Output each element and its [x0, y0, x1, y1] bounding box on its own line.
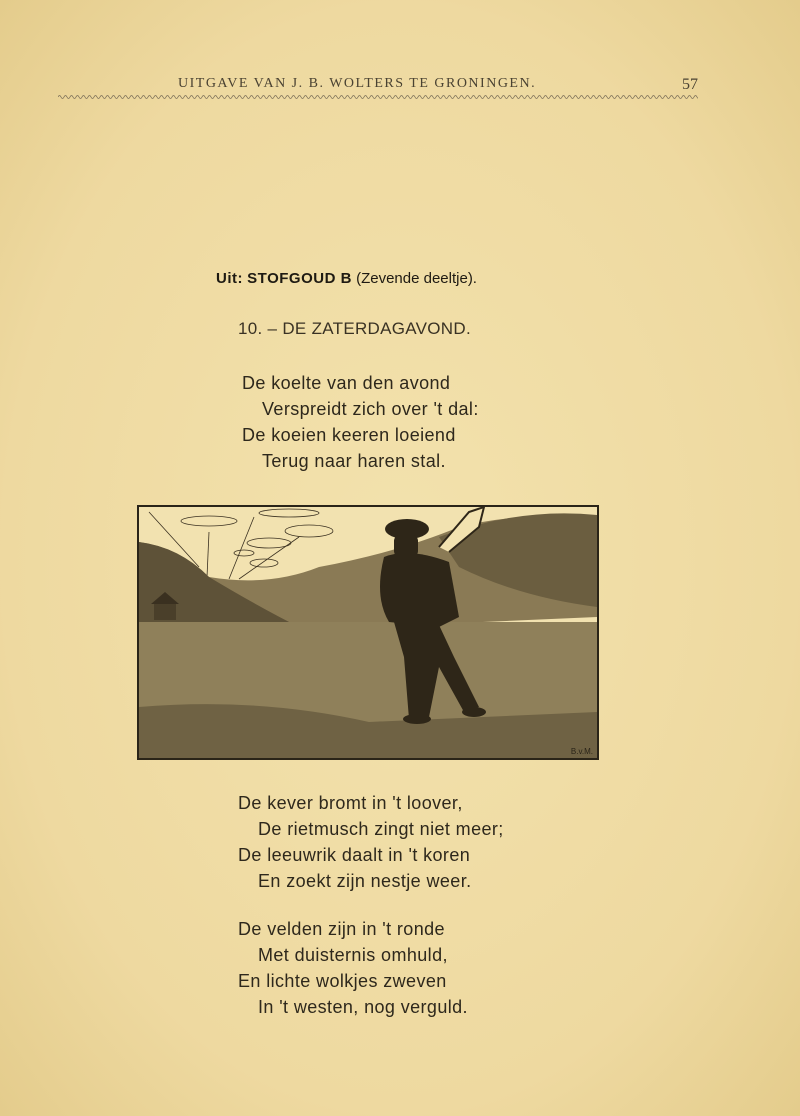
stanza-2 [238, 790, 504, 894]
running-title: UITGAVE VAN J. B. WOLTERS TE GRONINGEN. [178, 76, 537, 91]
source-prefix: Uit: [216, 270, 243, 287]
poem-line: De koeien keeren loeiend [242, 425, 456, 445]
page-number: 57 [682, 76, 698, 93]
illustrator-signature: B.v.M. [570, 747, 593, 756]
poem-line: De velden zijn in 't ronde [238, 919, 445, 939]
poem-line: De koelte van den avond [242, 373, 451, 393]
source-line [216, 270, 477, 287]
source-book: STOFGOUD B [247, 270, 352, 287]
illustration-farmer-walking-home [137, 505, 599, 760]
poem-line: In 't westen, nog verguld. [258, 997, 468, 1017]
stanza-3 [238, 916, 468, 1020]
wavy-rule [58, 92, 698, 102]
poem-line: De rietmusch zingt niet meer; [258, 819, 504, 839]
poem-line: Met duisternis omhuld, [258, 945, 448, 965]
poem-line: En zoekt zijn nestje weer. [258, 871, 472, 891]
poem-line: De kever bromt in 't loover, [238, 793, 463, 813]
poem-line: Terug naar haren stal. [262, 451, 446, 471]
source-part: (Zevende deeltje). [356, 270, 477, 287]
illustration-drawing [139, 507, 597, 758]
poem-line: De leeuwrik daalt in 't koren [238, 845, 471, 865]
poem-line: En lichte wolkjes zweven [238, 971, 447, 991]
running-header [178, 76, 698, 92]
poem-line: Verspreidt zich over 't dal: [262, 399, 479, 419]
poem-title: 10. – DE ZATERDAGAVOND. [238, 319, 471, 338]
stanza-1 [242, 370, 479, 474]
